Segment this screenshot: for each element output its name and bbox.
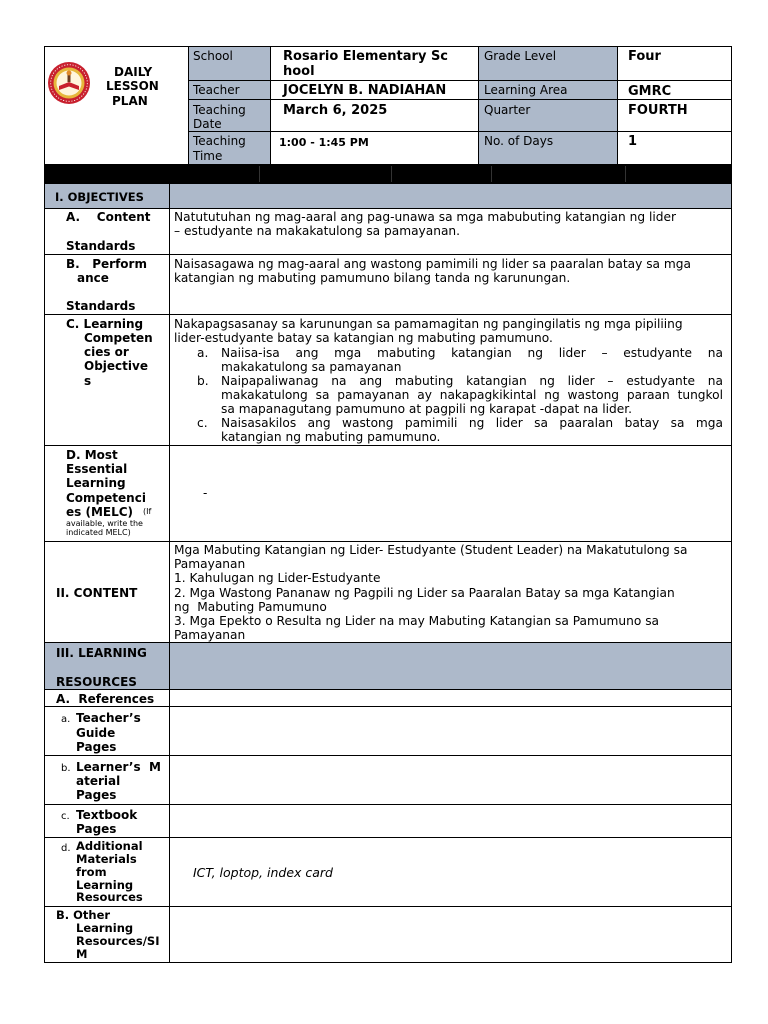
additional-materials-label-4: Learning (76, 878, 134, 892)
content-line-4: 2. Mga Wastong Pananaw ng Pagpili ng Lider sa Paaralan Batay sa mga Katangian (174, 586, 675, 600)
textbook-label-2: Pages (76, 822, 117, 836)
melc-label-3: Learning (66, 476, 126, 490)
label-learning-area: Learning Area (484, 83, 568, 97)
learning-area-value: GMRC (628, 84, 672, 99)
competencies-intro-1: Nakapagsasanay sa karunungan sa pamamagitan ng pangingilatis ng mga pipiliing (174, 317, 683, 331)
label-school: School (193, 49, 233, 63)
learning-resources-heading-1: III. LEARNING (56, 646, 147, 660)
other-resources-label-3: Resources/SI (76, 934, 160, 948)
additional-materials-value: ICT, loptop, index card (193, 865, 333, 880)
label-quarter: Quarter (484, 103, 531, 117)
label-teaching-time-1: Teaching (193, 134, 246, 148)
learners-material-num: b. (61, 763, 71, 774)
school-name-line1: Rosario Elementary Sc (283, 49, 449, 64)
other-resources-label-1: B. Other (56, 908, 111, 922)
melc-label-1: D. Most (66, 448, 118, 462)
competencies-label-4: Objective (84, 359, 148, 373)
melc-value: - (203, 486, 208, 500)
separator-band (44, 164, 732, 184)
melc-label-2: Essential (66, 462, 128, 476)
label-teacher: Teacher (193, 83, 240, 97)
performance-standards-text-2: katangian ng mabuting pamumuno bilang tanda ng karunungan. (174, 271, 571, 285)
competencies-label-5: s (84, 374, 92, 388)
objective-item-b-line2: makakatulong sa pamayanan ay nakapagkikintal ng wastong paraan tungkol (221, 388, 723, 402)
performance-standards-label-3: Standards (66, 299, 136, 313)
performance-standards-label-1: B. Perform (66, 257, 147, 271)
learning-resources-heading-2: RESOURCES (56, 675, 137, 689)
objective-item-b-line3: sa mapanagutang pamumuno at pagpili ng karapat -dapat na lider. (221, 402, 633, 416)
label-no-of-days: No. of Days (484, 134, 554, 148)
performance-standards-text-1: Naisasagawa ng mag-aaral ang wastong pamimili ng lider sa paaralan batay sa mga (174, 257, 691, 271)
no-of-days-value: 1 (628, 134, 638, 149)
additional-materials-label-5: Resources (76, 890, 143, 904)
learning-resources-bg (44, 643, 732, 689)
additional-materials-label-1: Additional (76, 839, 143, 853)
competencies-label-1: C. Learning (66, 317, 144, 331)
learners-material-label-1: Learner’s M (76, 760, 161, 774)
doc-title-line1: DAILY (114, 65, 153, 79)
objective-item-a-line1: Naiisa-isa ang mga mabuting katangian ng lider – estudyante na (221, 346, 723, 360)
school-logo (47, 61, 91, 105)
objective-item-c-line1: Naisasakilos ang wastong pamimili ng lider sa paaralan batay sa mga (221, 416, 723, 430)
melc-label-5: es (MELC) (66, 505, 134, 519)
competencies-label-3: cies or (84, 345, 129, 359)
label-teaching-date-1: Teaching (193, 103, 246, 117)
teachers-guide-num: a. (61, 714, 71, 725)
doc-title-line2: LESSON (106, 79, 159, 93)
quarter-value: FOURTH (628, 103, 688, 118)
textbook-label-1: Textbook (76, 808, 138, 822)
additional-materials-label-2: Materials (76, 852, 137, 866)
objective-item-b-line1: Naipapaliwanag na ang mabuting katangian ng lider – estudyante na (221, 374, 723, 388)
label-grade-level: Grade Level (484, 49, 557, 63)
melc-note-1: available, write the (66, 519, 143, 528)
teaching-time-value: 1:00 - 1:45 PM (279, 136, 369, 149)
learners-material-label-2: aterial (76, 774, 121, 788)
melc-note-2: indicated MELC) (66, 528, 131, 537)
label-teaching-time-2: Time (193, 149, 223, 163)
content-standards-text-2: – estudyante na makakatulong sa pamayanan. (174, 224, 461, 238)
content-standards-label-1: A. Content (66, 210, 151, 224)
textbook-num: c. (61, 811, 70, 822)
objective-item-a-num: a. (197, 346, 209, 360)
label-teaching-date-2: Date (193, 117, 222, 131)
performance-standards-label-2: ance (77, 271, 109, 285)
objective-item-a-line2: makakatulong sa pamayanan (221, 360, 402, 374)
content-line-5: ng Mabuting Pamumuno (174, 600, 327, 614)
content-standards-label-2: Standards (66, 239, 136, 253)
additional-materials-num: d. (61, 843, 71, 854)
objective-item-c-num: c. (197, 416, 208, 430)
additional-materials-label-3: from (76, 865, 107, 879)
objective-item-c-line2: katangian ng mabuting pamumuno. (221, 430, 441, 444)
teachers-guide-label-1: Teacher’s (76, 711, 141, 725)
competencies-intro-2: lider-estudyante batay sa katangian ng mabuting pamumuno. (174, 331, 553, 345)
doc-title-line3: PLAN (112, 94, 148, 108)
melc-label-4: Competenci (66, 491, 146, 505)
teachers-guide-label-2: Guide (76, 726, 116, 740)
content-standards-text-1: Natututuhan ng mag-aaral ang pag-unawa sa mga mabubuting katangian ng lider (174, 210, 676, 224)
teacher-name: JOCELYN B. NADIAHAN (283, 83, 447, 98)
other-resources-label-2: Learning (76, 921, 134, 935)
learners-material-label-3: Pages (76, 788, 117, 802)
content-line-2: Pamayanan (174, 557, 246, 571)
objectives-heading: I. OBJECTIVES (55, 190, 144, 204)
objectives-bg (44, 184, 732, 208)
other-resources-label-4: M (76, 947, 88, 961)
references-label: A. References (56, 692, 155, 706)
content-line-6: 3. Mga Epekto o Resulta ng Lider na may Mabuting Katangian sa Pamumuno sa (174, 614, 660, 628)
content-line-3: 1. Kahulugan ng Lider-Estudyante (174, 571, 381, 585)
content-line-7: Pamayanan (174, 628, 246, 642)
grade-level-value: Four (628, 49, 661, 64)
melc-note-inline: (If (143, 507, 152, 516)
school-name-line2: hool (283, 64, 315, 79)
content-heading: II. CONTENT (56, 586, 138, 600)
objective-item-b-num: b. (197, 374, 209, 388)
competencies-label-2: Competen (84, 331, 153, 345)
teaching-date-value: March 6, 2025 (283, 103, 388, 118)
content-line-1: Mga Mabuting Katangian ng Lider- Estudyante (Student Leader) na Makatutulong sa (174, 543, 688, 557)
teachers-guide-label-3: Pages (76, 740, 117, 754)
